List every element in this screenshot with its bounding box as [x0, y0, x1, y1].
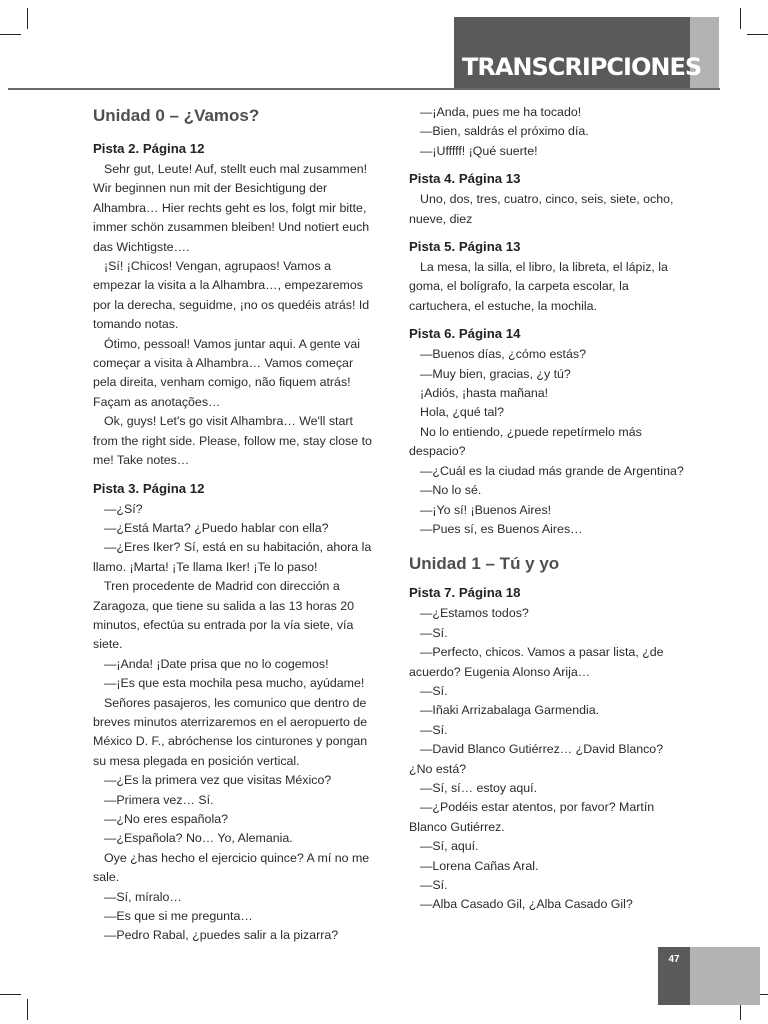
unit-title: Unidad 0 – ¿Vamos? — [93, 106, 260, 125]
crop-mark — [0, 34, 21, 35]
transcript-line: Hola, ¿qué tal? — [420, 405, 505, 420]
transcript-line: —¿Cuál es la ciudad más grande de Argentina? — [420, 463, 684, 478]
track-continuation — [409, 103, 688, 161]
track-heading: Pista 6. Página 14 — [409, 326, 521, 342]
transcript-line: —Sí. — [420, 722, 448, 737]
transcript-line: —¿Está Marta? ¿Puedo hablar con ella? — [104, 520, 329, 535]
transcript-line: —Alba Casado Gil, ¿Alba Casado Gil? — [420, 897, 633, 912]
right-tracks — [409, 169, 688, 539]
track-heading: Pista 5. Página 13 — [409, 239, 521, 255]
crop-mark — [740, 8, 741, 29]
page-number: 47 — [668, 954, 680, 965]
transcript-line: —¿Estamos todos? — [420, 606, 529, 621]
left-column — [93, 103, 374, 954]
transcript-line: —David Blanco Gutiérrez… ¿David Blanco? ¿No está? — [409, 742, 664, 776]
transcript-line: —Sí, sí… estoy aquí. — [420, 780, 538, 795]
track-section — [409, 324, 688, 539]
transcript-line: —Sí. — [420, 878, 448, 892]
transcript-line: —¡Anda! ¡Date prisa que no lo cogemos! — [104, 656, 329, 671]
crop-mark — [747, 34, 768, 35]
transcript-line: Oye ¿has hecho el ejercicio quince? A mí no me sale. — [93, 850, 370, 885]
header-rule — [8, 88, 720, 90]
transcript-line: —¡Yo sí! ¡Buenos Aires! — [420, 502, 552, 517]
track-heading: Pista 7. Página 18 — [409, 585, 521, 601]
transcript-line: ¡Sí! ¡Chicos! Vengan, agrupaos! Vamos a empezar la visita a la Alhambra…, empezaremos por la derecha, seguidme, ¡no os quedéis atrás! Id tomando notas. — [93, 259, 370, 332]
transcript-line: Señores pasajeros, les comunico que dentro de breves minutos aterrizaremos en el aeropuerto de México D. F., abróchense los cinturones y pongan su mesa plegada en posición vertical. — [93, 695, 368, 768]
transcript-line: —Bien, saldrás el próximo día. — [420, 124, 589, 139]
transcript-line: —¡Ufffff! ¡Qué suerte! — [420, 143, 538, 158]
transcript-line: —Sí, míralo… — [104, 889, 182, 904]
track-section — [93, 139, 374, 471]
transcript-line: —¡Anda, pues me ha tocado! — [420, 105, 582, 119]
track-section — [409, 169, 688, 229]
unit1-tracks — [409, 583, 688, 915]
transcript-line: La mesa, la silla, el libro, la libreta, el lápiz, la goma, el bolígrafo, la carpeta escolar, la cartuchera, el estuche, la mochila. — [409, 260, 668, 313]
transcript-line: —Es que si me pregunta… — [104, 909, 253, 924]
unit-title: Unidad 1 – Tú y yo — [409, 554, 560, 574]
transcript-line: —Iñaki Arrizabalaga Garmendia. — [420, 703, 600, 718]
left-tracks — [93, 139, 374, 946]
page-number-accent — [690, 947, 760, 1005]
transcript-line: —Sí. — [420, 625, 448, 640]
transcript-line: ¡Adiós, ¡hasta mañana! — [420, 386, 549, 401]
transcript-line: —¿Española? No… Yo, Alemania. — [104, 831, 293, 846]
transcript-line: Tren procedente de Madrid con dirección a Zaragoza, que tiene su salida a las 13 horas 20 minutos, efectúa su entrada por la vía siete, vía siete. — [93, 579, 355, 652]
transcript-line: Ótimo, pessoal! Vamos juntar aqui. A gente vai começar a visita à Alhambra… Vamos começar pela direita, venham comigo, não fiquem atrás! Façam as anotações… — [93, 336, 360, 409]
transcript-line: —Perfecto, chicos. Vamos a pasar lista, ¿de acuerdo? Eugenia Alonso Arija… — [409, 645, 664, 679]
transcript-line: —Sí. — [420, 683, 448, 698]
transcript-line: —Primera vez… Sí. — [104, 792, 214, 807]
transcript-line: Uno, dos, tres, cuatro, cinco, seis, siete, ocho, nueve, diez — [409, 192, 674, 226]
transcript-line: —Buenos días, ¿cómo estás? — [420, 347, 586, 362]
transcript-line: —Lorena Cañas Aral. — [420, 858, 539, 873]
transcript-line: —Muy bien, gracias, ¿y tú? — [420, 366, 571, 381]
crop-mark — [0, 994, 21, 995]
transcript-line: —Pues sí, es Buenos Aires… — [420, 521, 583, 536]
transcript-line: No lo entiendo, ¿puede repetírmelo más despacio? — [409, 424, 642, 459]
transcript-line: Ok, guys! Let's go visit Alhambra… We'll start from the right side. Please, follow me, stay close to me! Take notes… — [93, 414, 372, 468]
track-section — [409, 237, 688, 316]
crop-mark — [27, 8, 28, 29]
transcript-line: —Pedro Rabal, ¿puedes salir a la pizarra? — [104, 928, 339, 943]
transcript-line: —¿Eres Iker? Sí, está en su habitación, ahora la llamo. ¡Marta! ¡Te llama Iker! ¡Te lo paso! — [93, 540, 372, 574]
track-heading: Pista 3. Página 12 — [93, 480, 205, 496]
transcript-line: —Sí, aquí. — [420, 839, 479, 854]
transcript-line: —¿Es la primera vez que visitas México? — [104, 773, 332, 788]
transcript-line: —¿Podéis estar atentos, por favor? Martín Blanco Gutiérrez. — [409, 800, 655, 834]
page-title: TRANSCRIPCIONES — [462, 53, 702, 81]
transcript-line: —No lo sé. — [420, 483, 482, 498]
transcript-line: —¿No eres española? — [104, 812, 228, 826]
transcript-line: —¡Es que esta mochila pesa mucho, ayúdame! — [104, 676, 365, 691]
track-heading: Pista 2. Página 12 — [93, 141, 205, 156]
crop-mark — [27, 999, 28, 1020]
right-column — [409, 103, 688, 923]
transcript-line: —¿Sí? — [104, 501, 143, 516]
track-section — [93, 479, 374, 946]
track-section — [409, 583, 688, 915]
transcript-line: Sehr gut, Leute! Auf, stellt euch mal zusammen! Wir beginnen nun mit der Besichtigung der Alhambra… Hier rechts geht es los, folgt mir bitte, immer schön zusammen bleiben! Und notiert euch das Wichtigste…. — [93, 162, 370, 254]
track-heading: Pista 4. Página 13 — [409, 171, 521, 187]
